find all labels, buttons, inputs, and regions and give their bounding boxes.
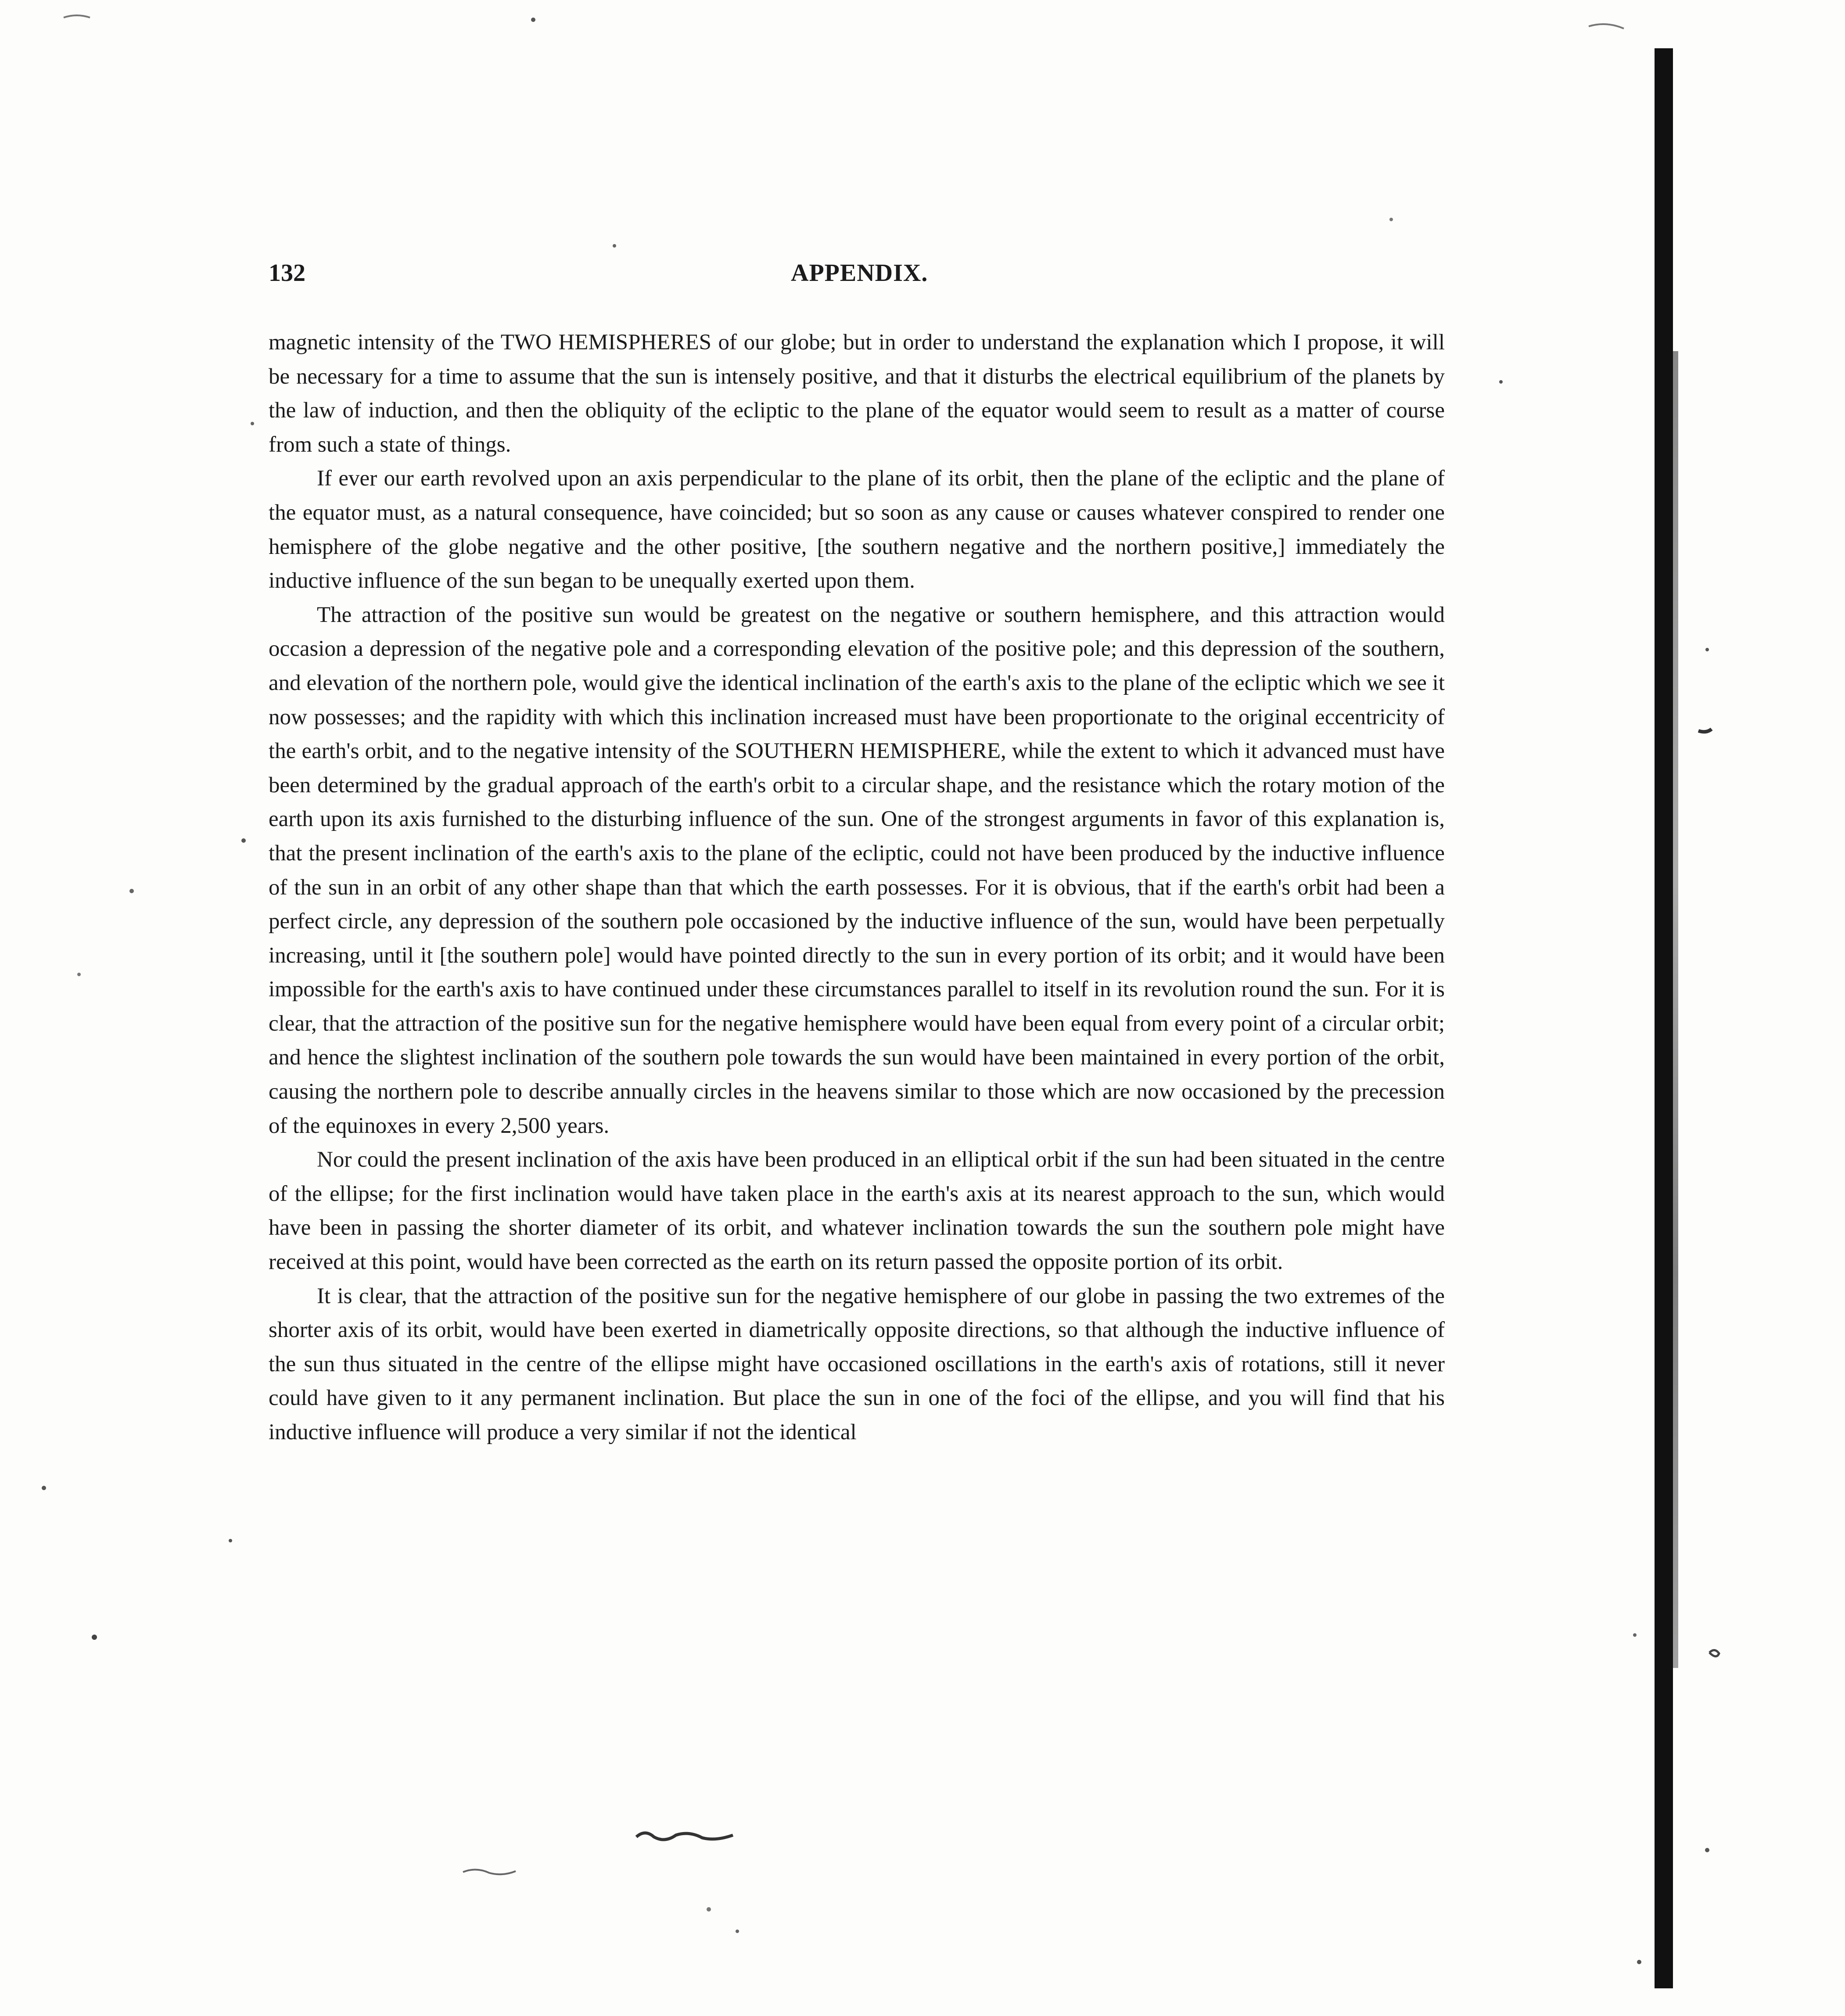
paragraph-5: It is clear, that the attraction of the positive sun for the negative hemisphere of our globe in passing the two extremes of the shorter axis of its orbit, would have been exerted in diametrically opposite directions, so that although the inductive influence of the sun thus situated in the centre of the ellipse might have occasioned oscillations in the earth's axis of rotations, still it never could have given to it any permanent inclination. But place the sun in one of the foci of the ellipse, and you will find that his inductive influence will produce a very similar if not the identical (269, 1283, 1445, 1445)
body-text (269, 326, 1445, 1450)
paragraph-3: The attraction of the positive sun would be greatest on the negative or southern hemisphere, and this attraction would occasion a depression of the negative pole and a corresponding elevation of the positive pole; and this depression of the southern, and elevation of the northern pole, would give the identical inclination of the earth's axis to the plane of the ecliptic which we see it now possesses; and the rapidity with which this inclination increased must have been proportionate to the original eccentricity of the earth's orbit, and to the negative intensity of the SOUTHERN HEMISPHERE, while the extent to which it advanced must have been determined by the gradual approach of the earth's orbit to a circular shape, and the resistance which the rotary motion of the earth upon its axis furnished to the disturbing influence of the sun. One of the strongest arguments in favor of this explanation is, that the present inclination of the earth's axis to the plane of the ecliptic, could not have been produced by the inductive influence of the sun in an orbit of any other shape than that which the earth possesses. For it is obvious, that if the earth's orbit had been a perfect circle, any depression of the southern pole occasioned by the inductive influence of the sun, would have been perpetually increasing, until it [the southern pole] would have pointed directly to the sun in every portion of its orbit; and it would have been impossible for the earth's axis to have continued under these circumstances parallel to itself in its revolution round the sun. For it is clear, that the attraction of the positive sun for the negative hemisphere would have been equal from every point of a circular orbit; and hence the slightest inclination of the southern pole towards the sun would have been maintained in every portion of the orbit, causing the northern pole to describe annually circles in the heavens similar to those which are now occasioned by the precession of the equinoxes in every 2,500 years. (269, 602, 1445, 1138)
running-head: APPENDIX. (791, 259, 928, 287)
paragraph-4: Nor could the present inclination of the axis have been produced in an elliptical orbit if the sun had been situated in the centre of the ellipse; for the first inclination would have taken place in the earth's axis at its nearest approach to the sun, which would have been in passing the shorter diameter of its orbit, and whatever inclination towards the sun the southern pole might have received at this point, would have been corrected as the earth on its return passed the opposite portion of its orbit. (269, 1147, 1445, 1275)
ink-smudge (632, 1826, 764, 1848)
page-number: 132 (269, 259, 305, 287)
paragraph-2: If ever our earth revolved upon an axis perpendicular to the plane of its orbit, then the plane of the ecliptic and the plane of the equator must, as a natural consequence, have coincided; but so soon as any cause or causes whatever conspired to render one hemisphere of the globe negative and the other positive, [the southern negative and the northern positive,] immediately the inductive influence of the sun began to be unequally exerted upon them. (269, 466, 1445, 593)
paragraph-1: magnetic intensity of the TWO HEMISPHERES of our globe; but in order to understand the explanation which I propose, it will be necessary for a time to assume that the sun is intensely positive, and that it disturbs the electrical equilibrium of the planets by the law of induction, and then the obliquity of the ecliptic to the plane of the equator would seem to result as a matter of course from such a state of things. (269, 330, 1445, 457)
binding-shadow (1655, 48, 1673, 1988)
binding-gutter (1673, 351, 1678, 1668)
page-header (269, 259, 1445, 298)
ink-smudge-small (461, 1865, 549, 1879)
